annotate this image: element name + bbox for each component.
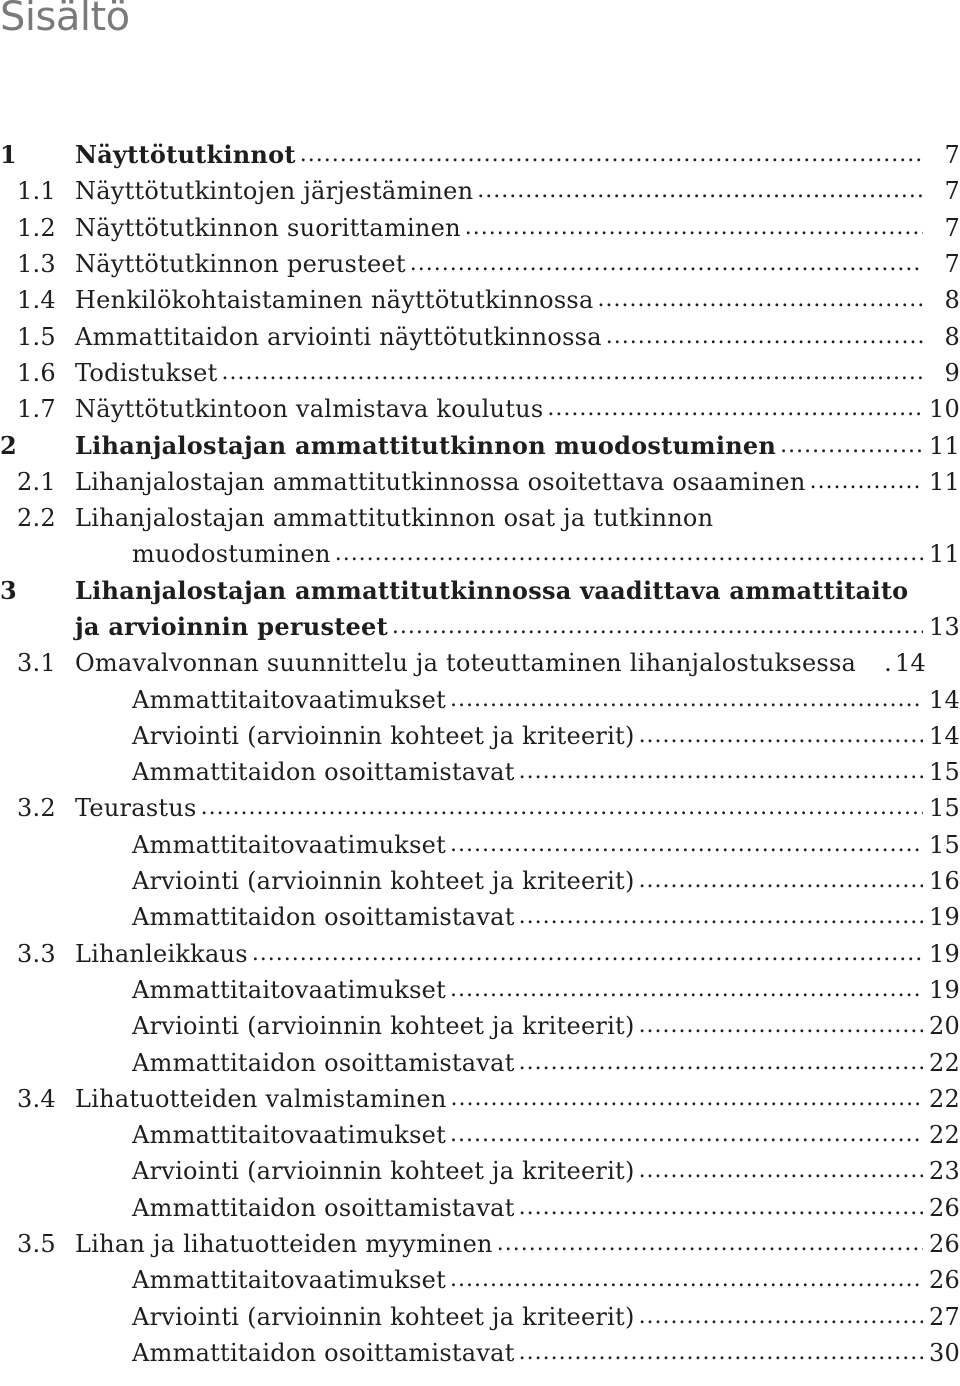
toc-leader-dots	[639, 1015, 923, 1037]
toc-subsection[interactable]	[0, 899, 960, 935]
toc-page-number: 22	[928, 1048, 960, 1077]
toc-leader-dots	[451, 1088, 923, 1110]
toc-page-number: 10	[928, 395, 960, 424]
toc-number: 3.3	[17, 939, 56, 968]
toc-title: Ammattitaitovaatimukset	[132, 685, 447, 714]
toc-subsection[interactable]	[0, 1299, 960, 1335]
toc-title: Arviointi (arvioinnin kohteet ja kriteerit)	[132, 721, 635, 750]
toc-page-number: 22	[928, 1121, 960, 1150]
toc-page-number: 15	[928, 830, 960, 859]
toc-leader-dots	[392, 616, 923, 638]
toc-number: 1.5	[17, 322, 56, 351]
toc-title-continued: ja arvioinnin perusteet	[75, 612, 388, 641]
toc-subsection[interactable]	[0, 827, 960, 863]
toc-title: Lihanjalostajan ammattitutkinnon osat ja tutkinnon	[75, 504, 714, 533]
toc-title: Näyttötutkintoon valmistava koulutus	[75, 395, 544, 424]
toc-leader-dots	[410, 253, 923, 275]
toc-page-number: 14	[894, 649, 926, 678]
toc-subsection[interactable]	[0, 681, 960, 717]
toc-title: Näyttötutkinnon perusteet	[75, 250, 406, 279]
toc-page-number: 15	[928, 794, 960, 823]
toc-section-1-3[interactable]	[0, 246, 960, 282]
toc-page-number: 26	[928, 1266, 960, 1295]
toc-page-number: 7	[944, 177, 960, 206]
toc-page-number: 11	[928, 467, 960, 496]
toc-leader-dots	[639, 725, 923, 747]
toc-page-number: 9	[944, 358, 960, 387]
toc-leader-dot: .	[884, 649, 892, 678]
toc-leader-dots	[519, 906, 923, 928]
toc-title: Henkilökohtaistaminen näyttötutkinnossa	[75, 286, 594, 315]
toc-page-number: 14	[928, 721, 960, 750]
toc-subsection[interactable]	[0, 863, 960, 899]
toc-title: Lihatuotteiden valmistaminen	[75, 1084, 447, 1113]
toc-page-number: 13	[928, 613, 960, 641]
toc-section-1-2[interactable]	[0, 210, 960, 246]
toc-number: 1	[0, 140, 17, 170]
toc-section-1-6[interactable]	[0, 355, 960, 391]
toc-number: 2.2	[17, 504, 56, 533]
toc-leader-dots	[639, 1160, 923, 1182]
toc-page-number: 19	[928, 975, 960, 1004]
toc-subsection[interactable]	[0, 1044, 960, 1080]
toc-number: 2	[0, 430, 17, 460]
toc-page-number: 7	[944, 213, 960, 242]
toc-title: Lihanleikkaus	[75, 939, 248, 968]
toc-title: Ammattitaitovaatimukset	[132, 1121, 447, 1150]
toc-leader-dots	[519, 761, 923, 783]
toc-subsection[interactable]	[0, 1117, 960, 1153]
toc-title: Omavalvonnan suunnittelu ja toteuttaminen lihanjalostuksessa	[75, 649, 857, 678]
toc-section-2-1[interactable]	[0, 464, 960, 500]
toc-chapter-1[interactable]	[0, 137, 960, 173]
toc-subsection[interactable]	[0, 1008, 960, 1044]
toc-section-1-7[interactable]	[0, 391, 960, 427]
toc-title: Arviointi (arvioinnin kohteet ja kriteerit)	[132, 867, 635, 896]
toc-page-number: 11	[928, 540, 960, 569]
toc-leader-dots	[252, 943, 923, 965]
toc-number: 1.4	[17, 286, 56, 315]
toc-title: Todistukset	[75, 358, 218, 387]
toc-leader-dots	[477, 180, 923, 202]
toc-leader-dots	[547, 398, 923, 420]
toc-section-2-2-line2[interactable]	[0, 536, 960, 572]
toc-section-1-5[interactable]	[0, 318, 960, 354]
toc-number: 1.7	[17, 395, 56, 424]
toc-number: 1.2	[17, 213, 56, 242]
toc-page-number: 23	[928, 1157, 960, 1186]
toc-title: Ammattitaitovaatimukset	[132, 975, 447, 1004]
toc-page-number: 19	[928, 903, 960, 932]
toc-page-number: 15	[928, 758, 960, 787]
toc-title: Ammattitaitovaatimukset	[132, 1266, 447, 1295]
toc-leader-dots	[222, 362, 923, 384]
toc-title: Arviointi (arvioinnin kohteet ja kriteerit)	[132, 1012, 635, 1041]
toc-section-3-2[interactable]	[0, 790, 960, 826]
toc-leader-dots	[450, 689, 923, 711]
toc-title: Arviointi (arvioinnin kohteet ja kriteerit)	[132, 1157, 635, 1186]
toc-subsection[interactable]	[0, 1190, 960, 1226]
toc-title-continued: muodostuminen	[132, 540, 331, 569]
toc-section-1-1[interactable]	[0, 173, 960, 209]
toc-page-number: 8	[944, 286, 960, 315]
toc-page-number: 19	[928, 939, 960, 968]
toc-title: Näyttötutkintojen järjestäminen	[75, 177, 474, 206]
toc-page-number: 20	[928, 1012, 960, 1041]
toc-page-number: 14	[928, 685, 960, 714]
toc-section-3-3[interactable]	[0, 936, 960, 972]
toc-number: 3	[0, 575, 17, 605]
toc-number: 1.1	[17, 177, 56, 206]
toc-number: 1.3	[17, 250, 56, 279]
toc-number: 3.1	[17, 649, 56, 678]
toc-leader-dots	[450, 979, 923, 1001]
toc-number: 3.2	[17, 794, 56, 823]
toc-chapter-2[interactable]	[0, 427, 960, 463]
toc-page-number: 7	[944, 250, 960, 279]
toc-number: 1.6	[17, 358, 56, 387]
toc-leader-dots	[639, 1306, 923, 1328]
toc-leader-dots	[465, 217, 923, 239]
toc-title: Lihanjalostajan ammattitutkinnossa vaadittava ammattitaito	[75, 575, 909, 605]
toc-leader-dots	[450, 834, 923, 856]
toc-title: Ammattitaidon osoittamistavat	[132, 1048, 515, 1077]
toc-page-number: 11	[928, 431, 960, 460]
toc-section-1-4[interactable]	[0, 282, 960, 318]
toc-number: 3.5	[17, 1230, 56, 1259]
toc-title: Näyttötutkinnon suorittaminen	[75, 213, 461, 242]
toc-number: 2.1	[17, 467, 56, 496]
toc-leader-dots	[780, 435, 923, 457]
toc-section-2-2-line1[interactable]	[0, 500, 960, 536]
toc-subsection[interactable]	[0, 972, 960, 1008]
toc-section-3-1[interactable]	[0, 645, 960, 681]
toc-page-number: 7	[944, 141, 960, 170]
toc-leader-dots	[519, 1342, 923, 1364]
toc-leader-dots	[300, 144, 923, 166]
toc-leader-dots	[598, 289, 923, 311]
toc-title: Ammattitaidon osoittamistavat	[132, 1193, 515, 1222]
toc-subsection[interactable]	[0, 1262, 960, 1298]
toc-leader-dots	[810, 471, 923, 493]
toc-leader-dots	[606, 326, 923, 348]
toc-title: Lihan ja lihatuotteiden myyminen	[75, 1230, 493, 1259]
toc-title: Lihanjalostajan ammattitutkinnon muodostuminen	[75, 430, 777, 460]
toc-leader-dots	[450, 1124, 923, 1146]
toc-page-number: 16	[928, 867, 960, 896]
toc-leader-dots	[335, 543, 923, 565]
toc-title: Ammattitaidon osoittamistavat	[132, 758, 515, 787]
toc-chapter-3-line2[interactable]	[0, 609, 960, 645]
toc-page-number: 8	[944, 322, 960, 351]
toc-section-3-5[interactable]	[0, 1226, 960, 1262]
toc-number: 3.4	[17, 1084, 56, 1113]
toc-title: Ammattitaitovaatimukset	[132, 830, 447, 859]
toc-leader-dots	[497, 1233, 923, 1255]
toc-leader-dots	[450, 1269, 923, 1291]
toc-section-3-4[interactable]	[0, 1081, 960, 1117]
toc-leader-dots	[639, 870, 923, 892]
toc-page-number: 27	[928, 1302, 960, 1331]
toc-page-number: 22	[928, 1084, 960, 1113]
toc-title: Lihanjalostajan ammattitutkinnossa osoitettava osaaminen	[75, 467, 806, 496]
toc-title: Ammattitaidon osoittamistavat	[132, 1338, 515, 1367]
toc-title: Arviointi (arvioinnin kohteet ja kriteerit)	[132, 1302, 635, 1331]
toc-leader-dots	[201, 797, 923, 819]
toc-subsection[interactable]	[0, 754, 960, 790]
toc-page-number: 26	[928, 1193, 960, 1222]
table-of-contents	[0, 137, 960, 1371]
toc-title: Ammattitaidon arviointi näyttötutkinnossa	[75, 322, 602, 351]
toc-title: Ammattitaidon osoittamistavat	[132, 903, 515, 932]
toc-page-number: 30	[928, 1338, 960, 1367]
toc-page-number: 26	[928, 1230, 960, 1259]
toc-subsection[interactable]	[0, 718, 960, 754]
toc-subsection[interactable]	[0, 1335, 960, 1371]
toc-chapter-3-line1[interactable]	[0, 573, 960, 609]
toc-title: Näyttötutkinnot	[75, 140, 296, 170]
page-title: Sisältö	[0, 0, 130, 40]
toc-subsection[interactable]	[0, 1153, 960, 1189]
toc-title: Teurastus	[75, 794, 197, 823]
toc-leader-dots	[519, 1052, 923, 1074]
toc-leader-dots	[519, 1197, 923, 1219]
